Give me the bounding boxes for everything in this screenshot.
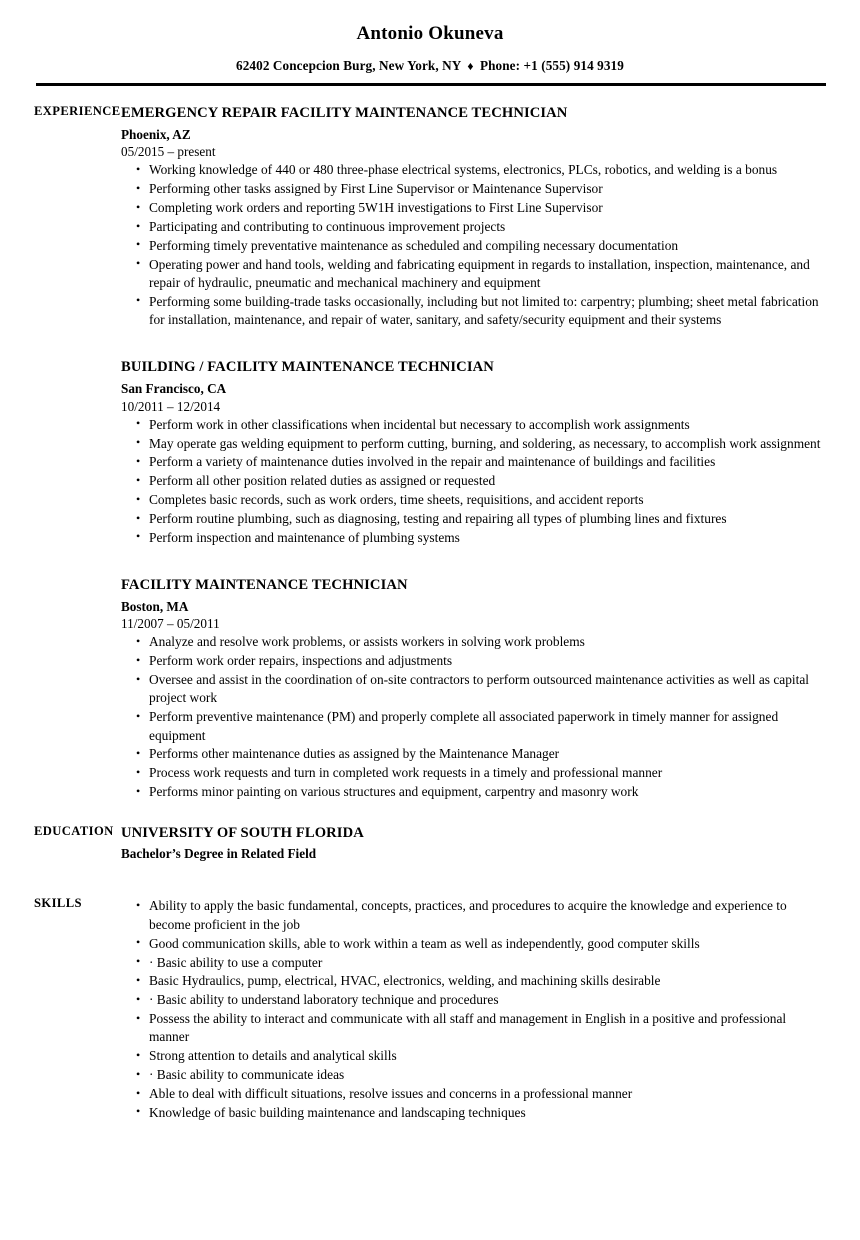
- job-bullet: • Completes basic records, such as work orders, time sheets, requisitions, and accident reports: [121, 491, 826, 509]
- job-title: BUILDING / FACILITY MAINTENANCE TECHNICIAN: [121, 359, 494, 376]
- education-school: UNIVERSITY OF SOUTH FLORIDA: [121, 825, 364, 842]
- job-bullet: • Perform all other position related duties as assigned or requested: [121, 472, 826, 490]
- skill-bullet: • Knowledge of basic building maintenance and landscaping techniques: [121, 1104, 826, 1122]
- experience-entry: [121, 576, 826, 802]
- skills-section: [0, 896, 860, 1122]
- skill-bullet: • Basic Hydraulics, pump, electrical, HVAC, electronics, welding, and machining skills desirable: [121, 972, 826, 990]
- job-bullet: • Perform inspection and maintenance of plumbing systems: [121, 529, 826, 547]
- job-bullet: • Participating and contributing to continuous improvement projects: [121, 218, 826, 236]
- job-bullet: • Oversee and assist in the coordination of on-site contractors to perform outsourced maintenance activities as well as capital project work: [121, 671, 826, 708]
- skill-bullet: • Strong attention to details and analytical skills: [121, 1047, 826, 1065]
- spacer: [0, 863, 860, 896]
- education-section-label: EDUCATION: [34, 824, 114, 839]
- skill-bullet: • · Basic ability to communicate ideas: [121, 1066, 826, 1084]
- contact-phone: Phone: +1 (555) 914 9319: [479, 57, 624, 73]
- resume-header: [0, 0, 860, 86]
- job-bullet: • Performing some building-trade tasks occasionally, including but not limited to: carpentry; plumbing; sheet metal fabrication for installation, maintenance, and repair of water, sanitary, and safety/security equipment and their systems: [121, 293, 826, 330]
- job-bullet: • Perform preventive maintenance (PM) and properly complete all associated paperwork in timely manner for assigned equipment: [121, 708, 826, 745]
- job-title: FACILITY MAINTENANCE TECHNICIAN: [121, 576, 408, 593]
- job-bullet-list: [121, 633, 826, 801]
- job-bullet: • Working knowledge of 440 or 480 three-phase electrical systems, electronics, PLCs, robotics, and welding is a bonus: [121, 161, 826, 179]
- job-bullet: • Perform a variety of maintenance duties involved in the repair and maintenance of buildings and facilities: [121, 453, 826, 471]
- experience-entry: [121, 104, 826, 330]
- experience-body: [121, 104, 860, 802]
- job-bullet: • Performs other maintenance duties as assigned by the Maintenance Manager: [121, 745, 826, 763]
- spacer: [121, 548, 826, 576]
- job-bullet-list: [121, 161, 826, 329]
- job-bullet: • Completing work orders and reporting 5W1H investigations to First Line Supervisor: [121, 199, 826, 217]
- job-dates: 11/2007 – 05/2011: [121, 616, 220, 632]
- spacer: [0, 802, 860, 824]
- skills-bullet-list: [121, 897, 826, 1122]
- job-location: Phoenix, AZ: [121, 127, 191, 143]
- job-location: Boston, MA: [121, 598, 189, 614]
- job-bullet: • Performing other tasks assigned by First Line Supervisor or Maintenance Supervisor: [121, 180, 826, 198]
- job-bullet-list: [121, 416, 826, 548]
- contact-address: 62402 Concepcion Burg, New York, NY: [236, 57, 461, 73]
- job-bullet: • Process work requests and turn in completed work requests in a timely and professional manner: [121, 764, 826, 782]
- experience-section-label: EXPERIENCE: [34, 103, 121, 118]
- job-location: San Francisco, CA: [121, 381, 227, 397]
- skill-bullet: • Ability to apply the basic fundamental, concepts, practices, and procedures to acquire the knowledge and experience to become proficient in the job: [121, 897, 826, 934]
- job-bullet: • Operating power and hand tools, welding and fabricating equipment in regards to installation, inspection, maintenance, and repair of hydraulic, pneumatic and mechanical machinery and equipment: [121, 256, 826, 293]
- experience-section: [0, 104, 860, 802]
- job-dates: 10/2011 – 12/2014: [121, 398, 221, 414]
- job-bullet: • Perform routine plumbing, such as diagnosing, testing and repairing all types of plumbing lines and fixtures: [121, 510, 826, 528]
- skill-bullet: • Possess the ability to interact and communicate with all staff and management in English in a positive and professional manner: [121, 1010, 826, 1047]
- job-bullet: • May operate gas welding equipment to perform cutting, burning, and soldering, as necessary, to accomplish work assignment: [121, 435, 826, 453]
- job-bullet: • Performing timely preventative maintenance as scheduled and compiling necessary documentation: [121, 237, 826, 255]
- education-section: [0, 824, 860, 863]
- skills-body: [121, 896, 860, 1122]
- experience-entry: [121, 358, 826, 547]
- spacer: [121, 330, 826, 358]
- spacer: [0, 86, 860, 104]
- skill-bullet: • Good communication skills, able to work within a team as well as independently, good computer skills: [121, 935, 826, 953]
- diamond-separator-icon: ♦: [467, 58, 474, 73]
- job-bullet: • Perform work in other classifications when incidental but necessary to accomplish work assignments: [121, 416, 826, 434]
- job-dates: 05/2015 – present: [121, 144, 216, 160]
- contact-line: [0, 58, 860, 74]
- job-title: EMERGENCY REPAIR FACILITY MAINTENANCE TECHNICIAN: [121, 104, 568, 121]
- candidate-name: Antonio Okuneva: [356, 23, 504, 44]
- job-bullet: • Analyze and resolve work problems, or assists workers in solving work problems: [121, 633, 826, 651]
- skill-bullet: • Able to deal with difficult situations, resolve issues and concerns in a professional manner: [121, 1085, 826, 1103]
- job-bullet: • Perform work order repairs, inspections and adjustments: [121, 652, 826, 670]
- job-bullet: • Performs minor painting on various structures and equipment, carpentry and masonry work: [121, 783, 826, 801]
- education-degree: Bachelor’s Degree in Related Field: [121, 845, 317, 861]
- skill-bullet: • · Basic ability to understand laboratory technique and procedures: [121, 991, 826, 1009]
- education-body: [121, 824, 860, 863]
- skills-section-label: SKILLS: [34, 896, 82, 911]
- skill-bullet: • · Basic ability to use a computer: [121, 954, 826, 972]
